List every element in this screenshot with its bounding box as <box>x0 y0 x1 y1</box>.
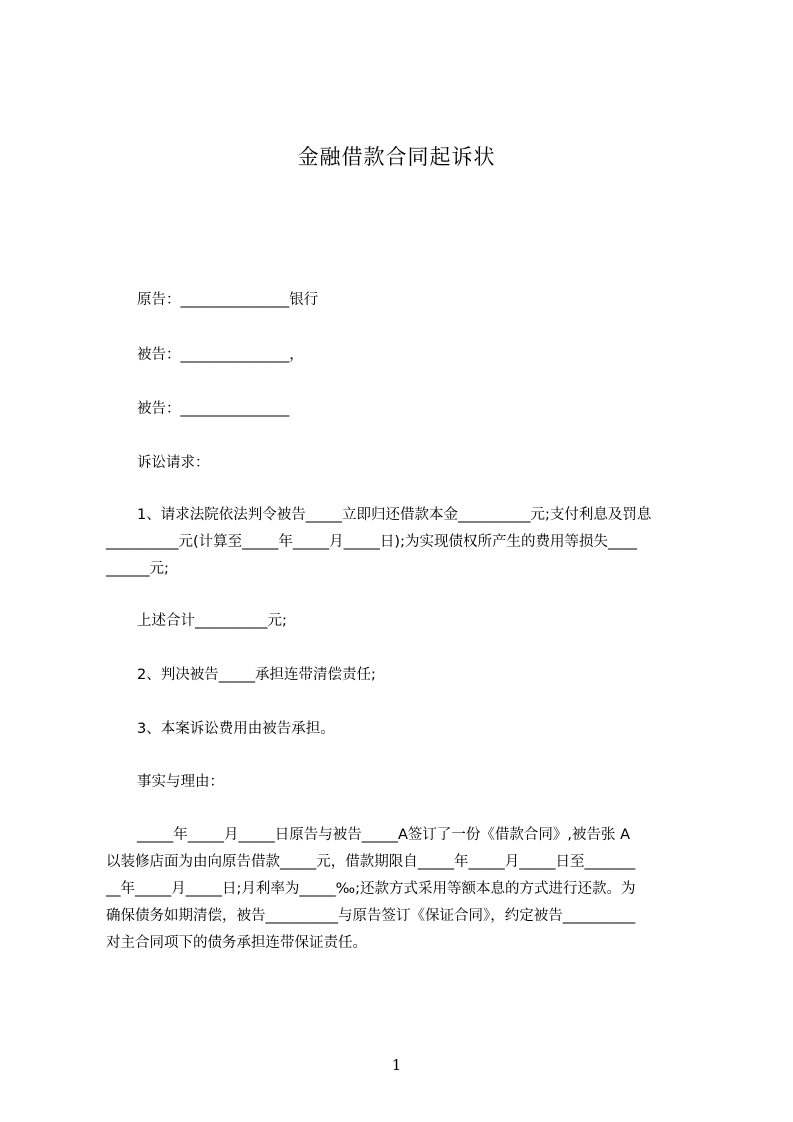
facts-line-4: 确保债务如期清偿，被告__________与原告签订《保证合同》，约定被告__________ <box>106 908 636 924</box>
defendant-line-1: 被告：_______________， <box>137 347 304 363</box>
claims-heading: 诉讼请求： <box>137 455 210 471</box>
claims-total: 上述合计__________元; <box>137 613 287 629</box>
defendant-line-2: 被告：_______________ <box>137 401 290 417</box>
claim-2: 2、判决被告_____承担连带清偿责任; <box>137 667 376 683</box>
facts-heading: 事实与理由： <box>137 774 224 790</box>
document-title: 金融借款合同起诉状 <box>297 145 496 169</box>
claim-1-line-3: ______元; <box>106 561 169 577</box>
facts-line-5: 对主合同项下的债务承担连带保证责任。 <box>106 935 367 951</box>
page-number: 1 <box>391 1056 402 1074</box>
facts-line-2: 以装修店面为由向原告借款_____元，借款期限自_____年_____月_____日至_______ <box>106 854 636 870</box>
claim-3: 3、本案诉讼费用由被告承担。 <box>137 721 335 737</box>
claim-1-line-1: 1、请求法院依法判令被告_____立即归还借款本金__________元;支付利息及罚息 <box>137 507 652 523</box>
plaintiff-line: 原告：_______________银行 <box>137 292 319 308</box>
facts-line-3: __年_____月_____日;月利率为_____‰;还款方式采用等额本息的方式进行还款。为 <box>106 881 636 897</box>
facts-line-1: _____年_____月_____日原告与被告_____A签订了一份《借款合同》,被告张 A <box>137 827 631 843</box>
claim-1-line-2: __________元(计算至_____年_____月_____日);为实现债权所产生的费用等损失____ <box>106 534 637 550</box>
